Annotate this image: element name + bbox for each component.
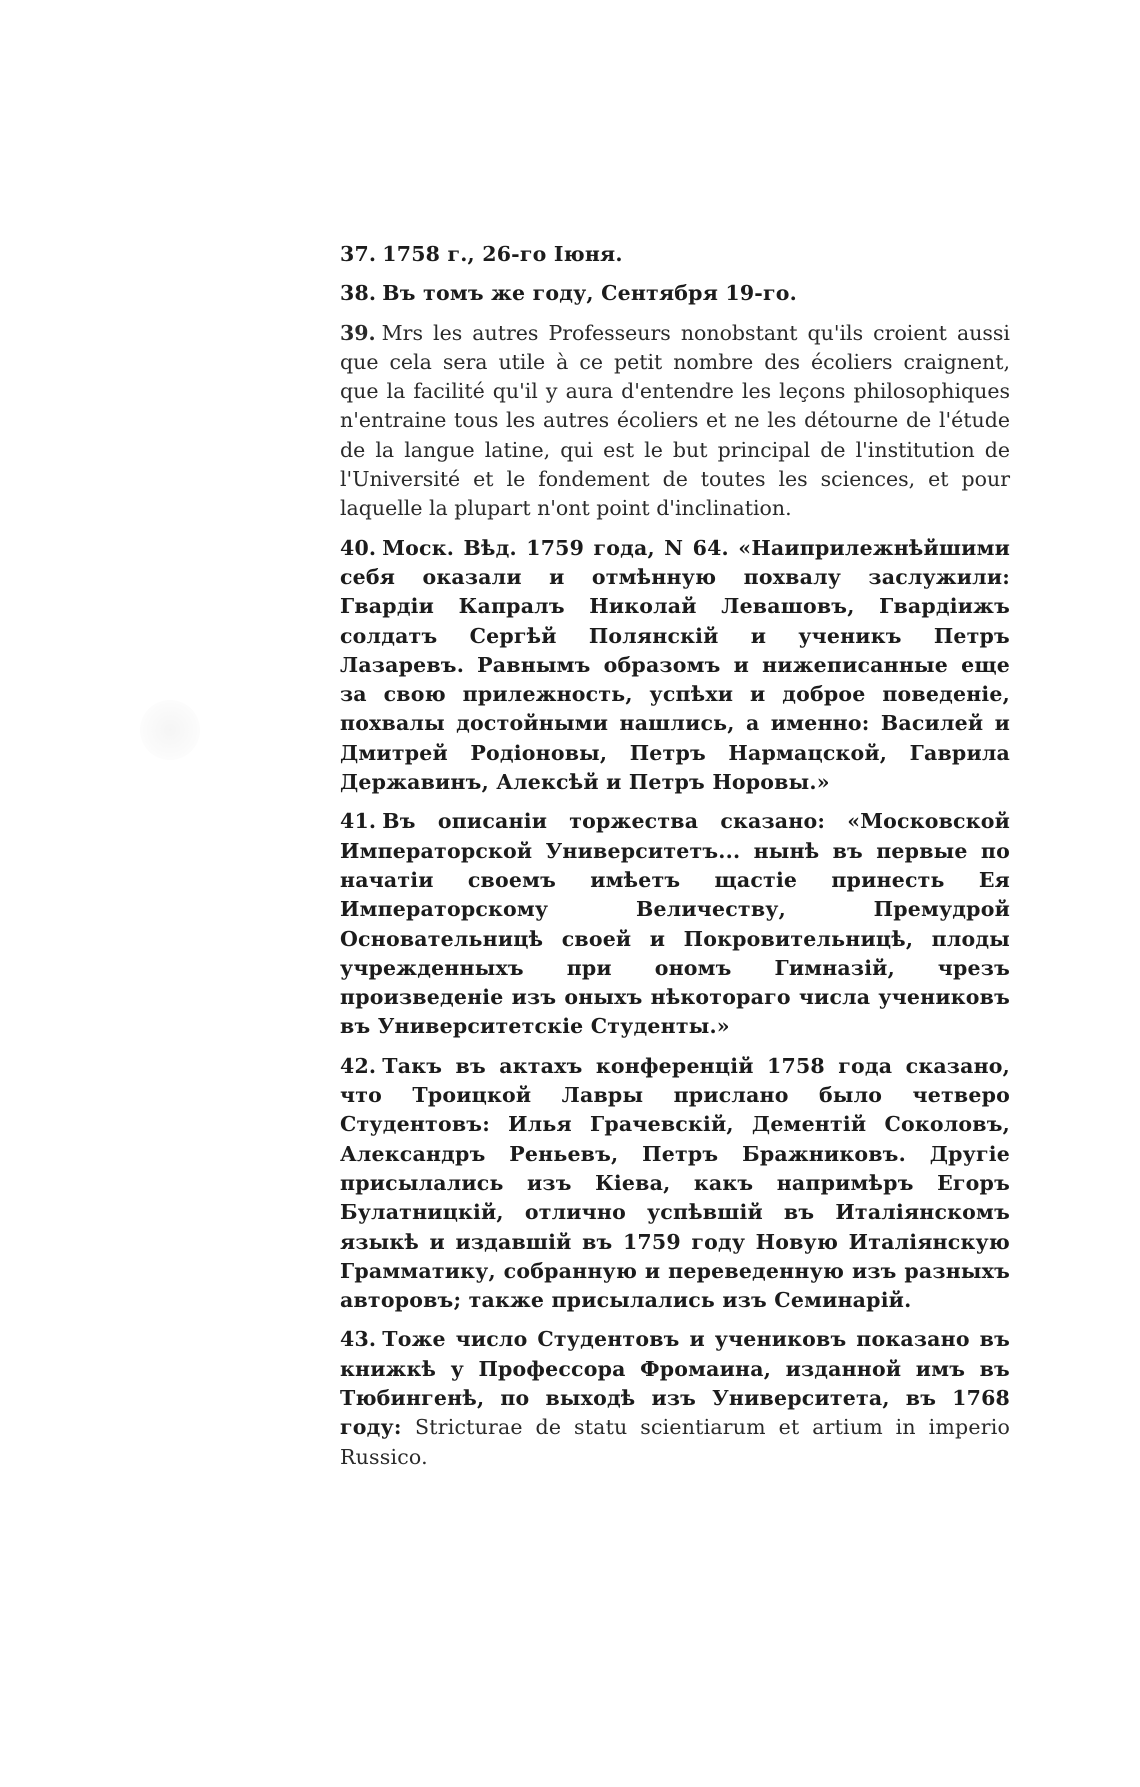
footnote-41 bbox=[340, 807, 1010, 1041]
footnote-text: Такъ въ актахъ конференцій 1758 года сказано, что Троицкой Лавры прислано было четверо Студентовъ: Илья Грачевскій, Дементій Соколовъ, Александръ Реньевъ, Петръ Бражниковъ. Другіе присылались изъ Кіева, какъ напримѣръ Егоръ Булатницкій, отлично успѣвшій въ Италіянскомъ языкѣ и издавшій въ 1759 году Новую Италіянскую Грамматику, собранную и переведенную изъ разныхъ авторовъ; также присылались изъ Семинарій. bbox=[340, 1053, 1010, 1313]
footnote-number: 42. bbox=[340, 1053, 377, 1078]
footnote-number: 38. bbox=[340, 281, 377, 306]
footnote-text: 1758 г., 26-го Іюня. bbox=[382, 242, 623, 266]
footnote-text: Тоже число Студентовъ и учениковъ показано въ книжкѣ у Профессора Фромаина, изданной имъ въ Тюбингенѣ, по выходѣ изъ Университета, въ 1768 году: bbox=[340, 1327, 1010, 1440]
footnote-text: Въ томъ же году, Сентября 19-го. bbox=[382, 281, 797, 306]
footnote-40 bbox=[340, 534, 1010, 798]
footnote-text: Mrs les autres Professeurs nonobstant qu'ils croient aussi que cela sera utile à ce petit nombre des écoliers craignent, que la facilité qu'il y aura d'entendre les leçons philosophiques n'entraine tous les autres écoliers et ne les détourne de l'étude de la langue latine, qui est le but principal de l'institution de l'Université et le fondement de toutes les sciences, et pour laquelle la plupart n'ont point d'inclination. bbox=[340, 320, 1010, 521]
footnote-number: 37. bbox=[340, 242, 377, 266]
footnotes-block bbox=[340, 240, 1010, 1482]
footnote-number: 41. bbox=[340, 809, 377, 834]
footnote-38 bbox=[340, 279, 1010, 308]
latin-title: Stricturae de statu scientiarum et artium in imperio Russico. bbox=[340, 1415, 1010, 1469]
footnote-text: Въ описаніи торжества сказано: «Московской Императорской Университетъ... нынѣ въ первые по начатіи своемъ имѣетъ щастіе принесть Ея Императорскому Величеству, Премудрой Основательницѣ своей и Покровительницѣ, плоды учрежденныхъ при ономъ Гимназій, чрезъ произведеніе изъ оныхъ нѣкотораго числа учениковъ въ Университетскіе Студенты.» bbox=[340, 809, 1010, 1039]
footnote-number: 40. bbox=[340, 535, 377, 560]
footnote-number: 43. bbox=[340, 1327, 377, 1352]
paper-smudge bbox=[140, 700, 200, 760]
footnote-39 bbox=[340, 319, 1010, 524]
footnote-number: 39. bbox=[340, 320, 376, 345]
footnote-text: Моск. Вѣд. 1759 года, N 64. «Наиприлежнѣйшими себя оказали и отмѣнную похвалу заслужили: Гвардіи Капралъ Николай Левашовъ, Гвардіижъ солдатъ Сергѣй Полянскій и ученикъ Петръ Лазаревъ. Равнымъ образомъ и нижеписанные еще за свою прилежность, успѣхи и доброе поведеніе, похвалы достойными нашлись, а именно: Василей и Дмитрей Родіоновы, Петръ Нармацской, Гаврила Державинъ, Алексѣй и Петръ Норовы.» bbox=[340, 535, 1010, 795]
footnote-43 bbox=[340, 1325, 1010, 1471]
footnote-42 bbox=[340, 1052, 1010, 1316]
footnote-37 bbox=[340, 240, 1010, 269]
